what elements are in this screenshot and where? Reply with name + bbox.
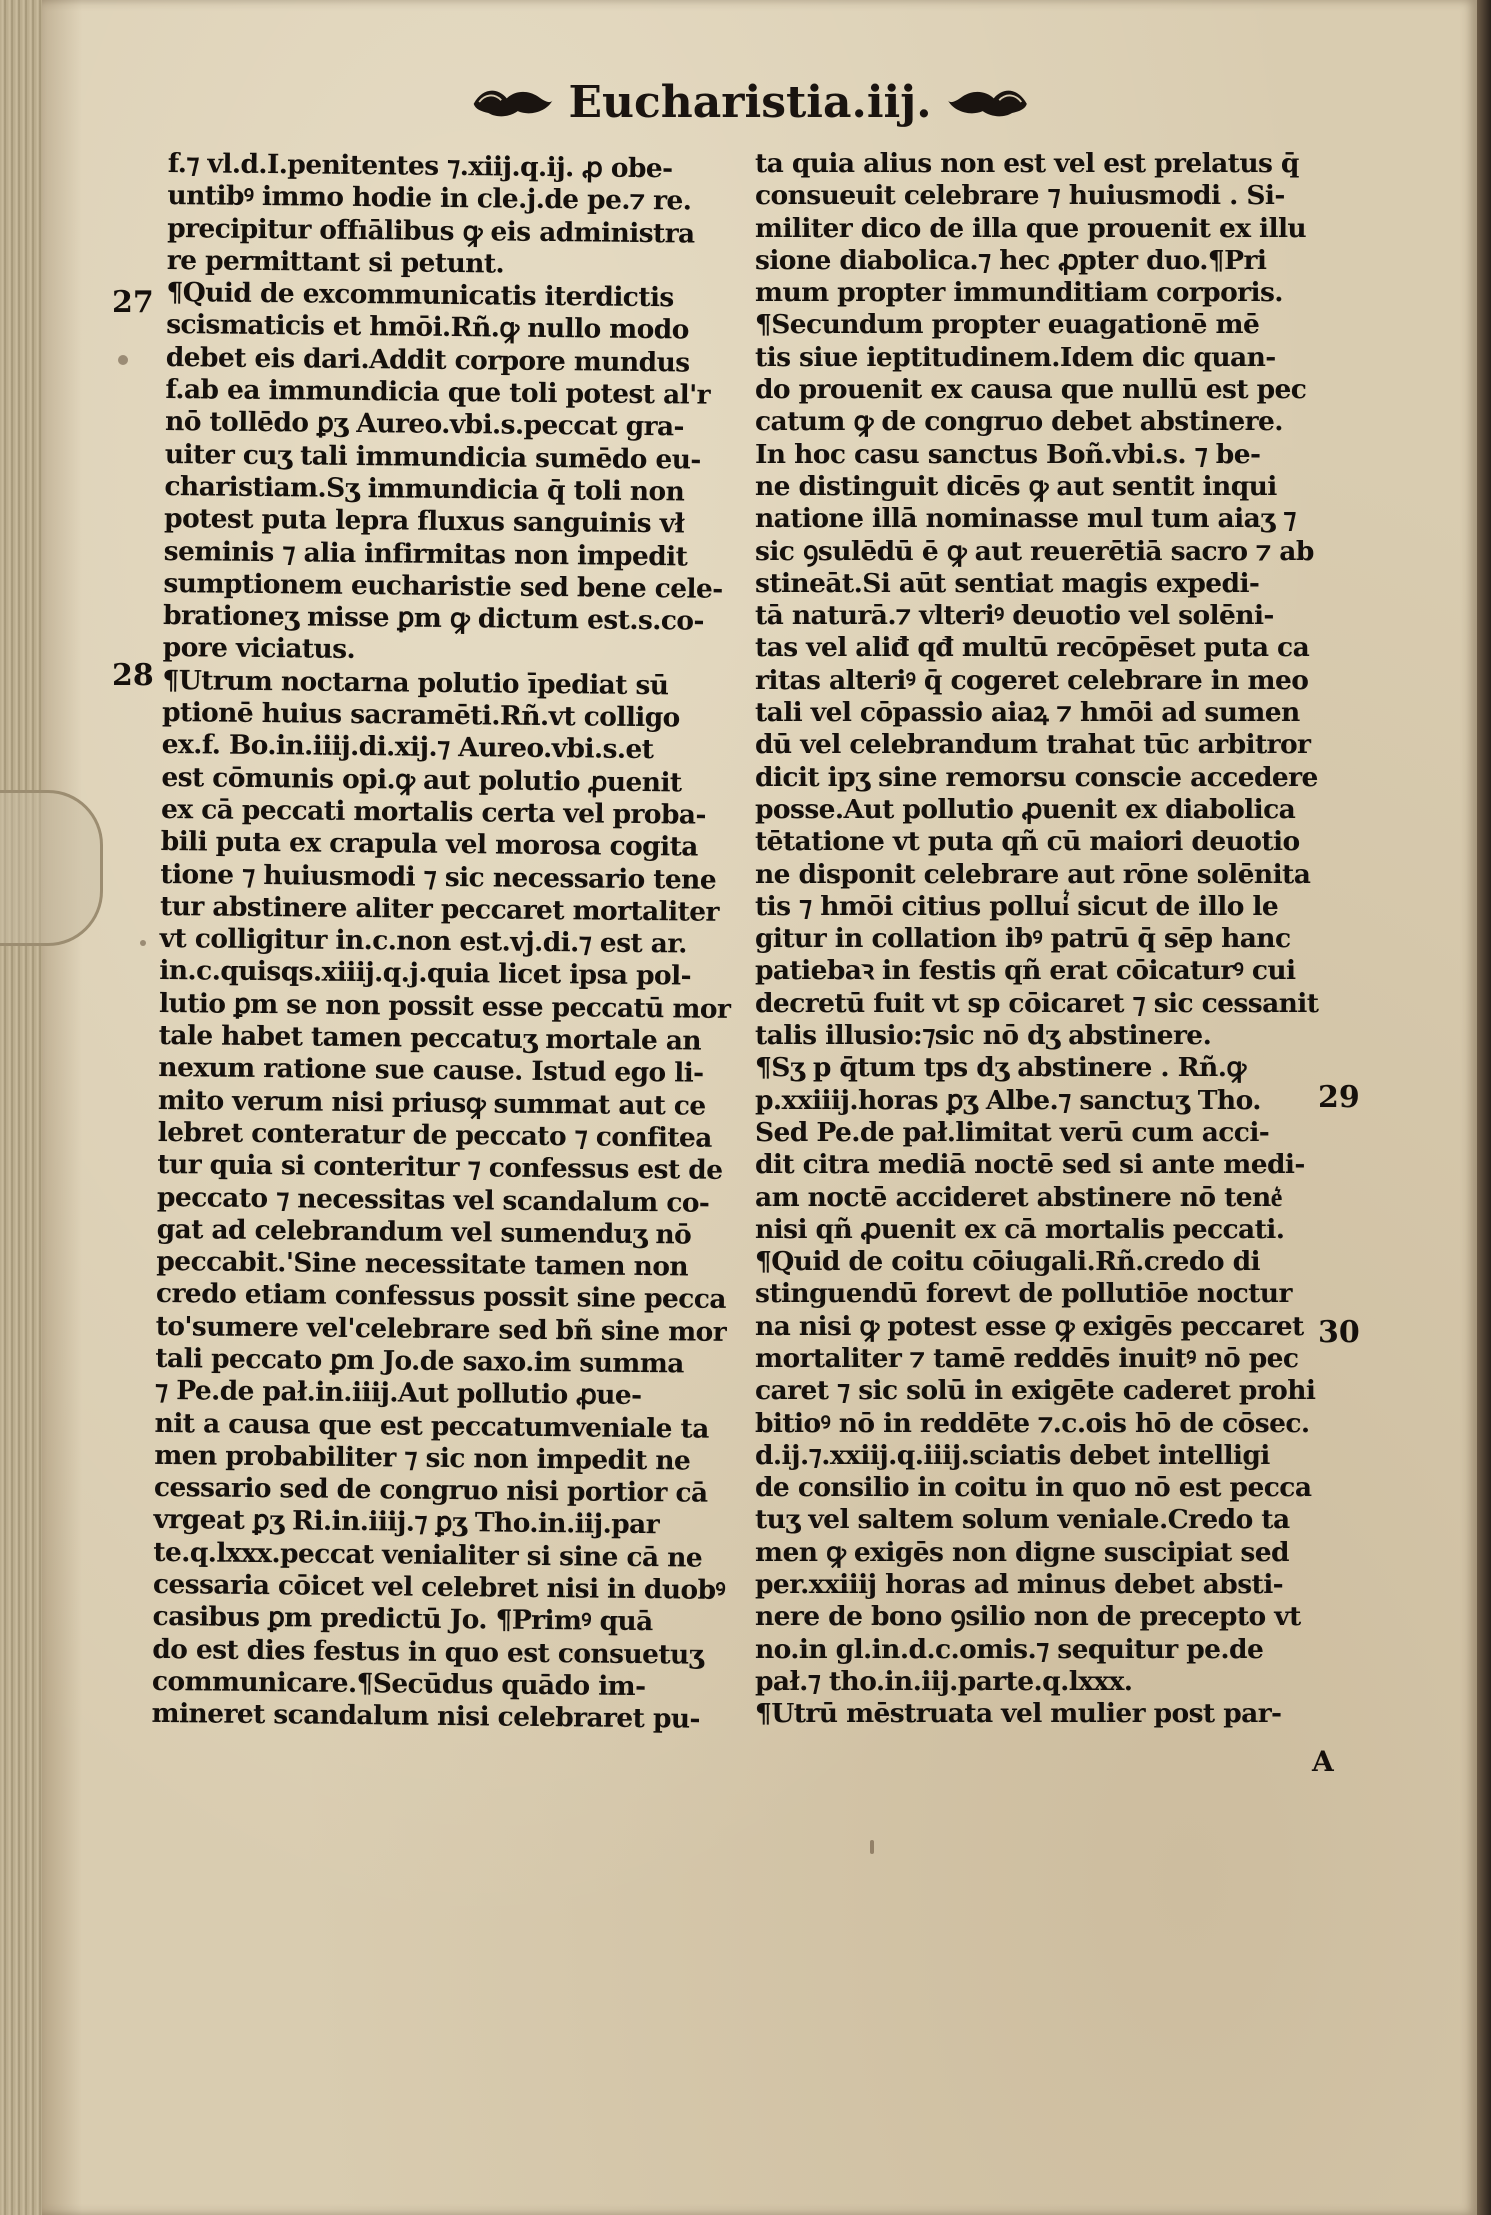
right-column-line: stineāt.Si aūt sentiat magis expedi-: [755, 567, 1260, 599]
left-column-line: f.ab ea immundicia que toli potest al'r: [165, 374, 711, 411]
left-column-line: nexum ratione sue cause. Istud ego li-: [158, 1052, 704, 1089]
left-column-line: mineret scandalum nisi celebraret pu-: [151, 1698, 701, 1735]
left-column-line: potest puta lepra fluxus sanguinis vł: [163, 503, 685, 540]
left-column-line: ex cā peccati mortalis certa vel proba-: [160, 793, 706, 831]
left-column-line: lebret conteratur de peccato ⁊ confitea: [157, 1116, 712, 1154]
clip-tab: [0, 790, 103, 946]
right-column-line: tētatione vt puta qñ cū maiori deuotio: [755, 826, 1300, 858]
left-column-line: sumptionem eucharistie sed bene cele-: [163, 567, 723, 605]
right-column-line: ta quia alius non est vel est prelatus q̄: [755, 148, 1299, 179]
right-column-line: mum propter immunditiam corporis.: [755, 277, 1283, 309]
right-column-line: posse.Aut pollutio ꝓuenit ex diabolica: [755, 793, 1296, 825]
right-column-line: dit citra mediā noctē sed si ante medi-: [755, 1149, 1305, 1181]
right-column-line: ritas alteriꝰ q̄ cogeret celebrare in meo: [755, 664, 1309, 696]
right-column-line: patiebaꝛ in festis qñ erat cōicaturꝰ cui: [755, 955, 1296, 987]
header-title: Eucharistia.iij.: [568, 76, 932, 128]
left-column-line: credo etiam confessus possit sine pecca: [155, 1278, 727, 1316]
margin-number-27: 27: [112, 285, 154, 320]
left-text-column: [151, 148, 733, 1736]
right-column-line: p.xxiiij.horas ꝑʒ Albe.⁊ sanctuʒ Tho.: [755, 1084, 1261, 1116]
right-column-line: ¶Sʒ p q̄tum tps dʒ abstinere . Rñ.ꝙ: [755, 1052, 1246, 1084]
ink-speck: [140, 940, 146, 946]
left-column-line: tione ⁊ huiusmodi ⁊ sic necessario tene: [160, 858, 717, 896]
right-column-line: tā naturā.⁊ vlteriꝰ deuotio vel solēni-: [755, 600, 1274, 632]
right-leaf-ornament-icon: [946, 82, 1030, 122]
left-column-line: tur abstinere aliter peccaret mortaliter: [159, 890, 719, 928]
right-column-line: stinguendū forevt de pollutiōe noctur: [755, 1278, 1292, 1310]
left-column-line: ¶Utrum noctarna polutio īpediat sū: [162, 664, 669, 702]
catchword: A: [1312, 1745, 1334, 1778]
right-column-line: mortaliter ⁊ tamē reddēs inuitꝰ nō pec: [755, 1342, 1299, 1374]
left-column-line: peccato ⁊ necessitas vel scandalum co-: [156, 1181, 710, 1219]
left-column-line: ptionē huius sacramēti.Rñ.vt colligo: [161, 697, 680, 734]
right-column-line: no.in gl.in.d.c.omis.⁊ sequitur pe.de: [755, 1633, 1264, 1665]
left-column-line: re permittant si petunt.: [166, 244, 505, 280]
left-column-line: do est dies festus in quo est consuetuʒ: [152, 1633, 704, 1671]
right-column-line: ¶Quid de coitu cōiugali.Rñ.credo di: [755, 1246, 1260, 1278]
right-column-line: tas vel aliđ qđ multū recōpēset puta ca: [755, 632, 1310, 664]
left-column-line: est cōmunis opi.ꝙ aut polutio ꝓuenit: [161, 761, 682, 799]
running-header: [470, 72, 1030, 132]
left-column-line: casibus ꝑm predictū Jo. ¶Primꝰ quā: [152, 1601, 653, 1638]
right-column-line: sic ꝯsulēdū ē ꝙ aut reuerētiā sacro ⁊ ab: [755, 535, 1314, 567]
right-column-line: per.xxiiij horas ad minus debet absti-: [755, 1569, 1284, 1601]
left-column-line: ⁊ Pe.de pał.in.iiij.Aut pollutio ꝓue-: [154, 1375, 642, 1412]
left-column-line: tali peccato ꝑm Jo.de saxo.im summa: [155, 1342, 684, 1380]
right-column-line: am noctē accideret abstinere nō tene͛: [755, 1181, 1282, 1213]
left-column-line: tale habet tamen peccatuʒ mortale an: [158, 1019, 702, 1057]
right-column-line: consueuit celebrare ⁊ huiusmodi . Si-: [755, 180, 1285, 212]
right-column-line: nere de bono ꝯsilio non de precepto vt: [755, 1601, 1301, 1633]
left-column-line: pore viciatus.: [162, 632, 356, 666]
right-column-line: ¶Utrū mēstruata vel mulier post par-: [755, 1698, 1282, 1730]
page-edge-strips: [0, 0, 48, 2215]
right-column-line: caret ⁊ sic solū in exigēte caderet prohi: [755, 1375, 1316, 1407]
left-column-line: nō tollēdo ꝑʒ Aureo.vbi.s.peccat gra-: [164, 406, 685, 443]
left-column-line: vt colligitur in.c.non est.vj.di.⁊ est ar.: [159, 923, 688, 960]
left-column-line: brationeʒ misse ꝑm ꝙ dictum est.s.co-: [162, 600, 705, 637]
margin-number-29: 29: [1318, 1080, 1360, 1115]
right-column-line: tis ⁊ hmōi citius pollui͛ sicut de illo le: [755, 890, 1279, 922]
left-leaf-ornament-icon: [470, 82, 554, 122]
left-column-line: scismaticis et hmōi.Rñ.ꝙ nullo modo: [165, 309, 689, 346]
left-column-line: tur quia si conteritur ⁊ confessus est de: [157, 1149, 723, 1187]
left-column-line: cessario sed de congruo nisi portior cā: [153, 1472, 708, 1509]
left-column-line: bili puta ex crapula vel morosa cogita: [160, 826, 698, 863]
right-column-line: tali vel cōpassio aiaꝝ ⁊ hmōi ad sumen: [755, 697, 1300, 729]
left-column-line: peccabit.'Sine necessitate tamen non: [156, 1246, 689, 1283]
left-column-line: debet eis dari.Addit corpore mundus: [165, 341, 690, 379]
right-column-line: pał.⁊ tho.in.iij.parte.q.lxxx.: [755, 1665, 1133, 1697]
right-column-line: talis illusio:⁊sic nō dʒ abstinere.: [755, 1020, 1212, 1052]
right-column-line: militer dico de illa que prouenit ex illu: [755, 212, 1307, 244]
left-column-line: mito verum nisi priusꝙ summat aut ce: [157, 1084, 706, 1122]
left-column-line: untibꝰ immo hodie in cle.j.de pe.⁊ re.: [167, 180, 692, 217]
right-column-line: tuʒ vel saltem solum veniale.Credo ta: [755, 1504, 1290, 1536]
left-column-line: communicare.¶Secūdus quādo im-: [151, 1665, 646, 1703]
left-column-line: uiter cuʒ tali immundicia sumēdo eu-: [164, 438, 701, 476]
right-column-line: de consilio in coitu in quo nō est pecca: [755, 1472, 1312, 1504]
right-column-line: bitioꝰ nō in reddēte ⁊.c.ois hō de cōsec.: [755, 1407, 1310, 1439]
right-binding-shadow: [1477, 0, 1491, 2215]
right-text-column: [755, 148, 1345, 1731]
right-column-line: decretū fuit vt sp cōicaret ⁊ sic cessanit: [755, 987, 1319, 1019]
right-column-line: dicit ipʒ sine remorsu conscie accedere: [755, 761, 1318, 793]
right-column-line: ne distinguit dicēs ꝙ aut sentit inqui: [755, 470, 1277, 502]
margin-number-28: 28: [112, 658, 154, 693]
right-column-line: men ꝙ exigēs non digne suscipiat sed: [755, 1536, 1289, 1568]
right-column-line: nisi qñ ꝓuenit ex cā mortalis peccati.: [755, 1213, 1285, 1245]
right-column-line: sione diabolica.⁊ hec ꝓpter duo.¶Pri: [755, 244, 1267, 276]
left-column-line: lutio ꝑm se non possit esse peccatū mor: [158, 987, 731, 1025]
left-column-line: ex.f. Bo.in.iiij.di.xij.⁊ Aureo.vbi.s.et: [161, 729, 654, 766]
right-column-line: gitur in collation ibꝰ patrū q̄ sēp hanc: [755, 923, 1291, 955]
ink-speck: [118, 355, 128, 365]
left-column-line: cessaria cōicet vel celebret nisi in duobꝰ: [152, 1568, 726, 1606]
left-column-line: ¶Quid de excommunicatis iterdictis: [166, 277, 674, 314]
right-column-line: ne disponit celebrare aut rōne solēnita: [755, 858, 1311, 890]
left-column-line: men probabiliter ⁊ sic non impedit ne: [154, 1439, 691, 1477]
left-column-line: f.⁊ vl.d.I.penitentes ⁊.xiij.q.ij. ꝓ obe-: [167, 148, 673, 185]
right-column-line: ¶Secundum propter euagationē mē: [755, 309, 1260, 341]
right-column-line: dū vel celebrandum trahat tūc arbitror: [755, 729, 1311, 761]
left-column-line: nit a causa que est peccatumveniale ta: [154, 1407, 709, 1445]
left-column-line: in.c.quisqs.xiiij.q.j.quia licet ipsa pol-: [159, 955, 692, 992]
ink-speck: [870, 1840, 874, 1854]
right-column-line: tis siue ieptitudinem.Idem dic quan-: [755, 341, 1276, 373]
right-column-line: do prouenit ex causa que nullū est pec: [755, 374, 1307, 406]
right-column-line: catum ꝙ de congruo debet abstinere.: [755, 406, 1283, 438]
right-column-line: na nisi ꝙ potest esse ꝙ exigēs peccaret: [755, 1310, 1304, 1342]
right-column-line: d.ij.⁊.xxiij.q.iiij.sciatis debet intelligi: [755, 1439, 1270, 1471]
left-column-line: te.q.lxxx.peccat venialiter si sine cā ne: [153, 1536, 703, 1574]
right-column-line: Sed Pe.de pał.limitat verū cum acci-: [755, 1116, 1270, 1148]
right-column-line: natione illā nominasse mul tum aiaʒ ⁊: [755, 503, 1296, 535]
margin-number-30: 30: [1318, 1315, 1360, 1350]
left-column-line: charistiam.Sʒ immundicia q̄ toli non: [164, 470, 685, 508]
left-column-line: seminis ⁊ alia infirmitas non impedit: [163, 535, 688, 573]
left-column-line: precipitur offıālibus ꝙ eis administra: [166, 212, 695, 250]
right-column-line: In hoc casu sanctus Boñ.vbi.s. ⁊ be-: [755, 438, 1261, 470]
left-column-line: to'sumere vel'celebrare sed bñ sine mor: [155, 1310, 727, 1348]
left-column-line: vrgeat ꝑʒ Ri.in.iiij.⁊ ꝑʒ Tho.in.iij.par: [153, 1504, 660, 1541]
left-column-line: gat ad celebrandum vel sumenduʒ nō: [156, 1213, 692, 1251]
